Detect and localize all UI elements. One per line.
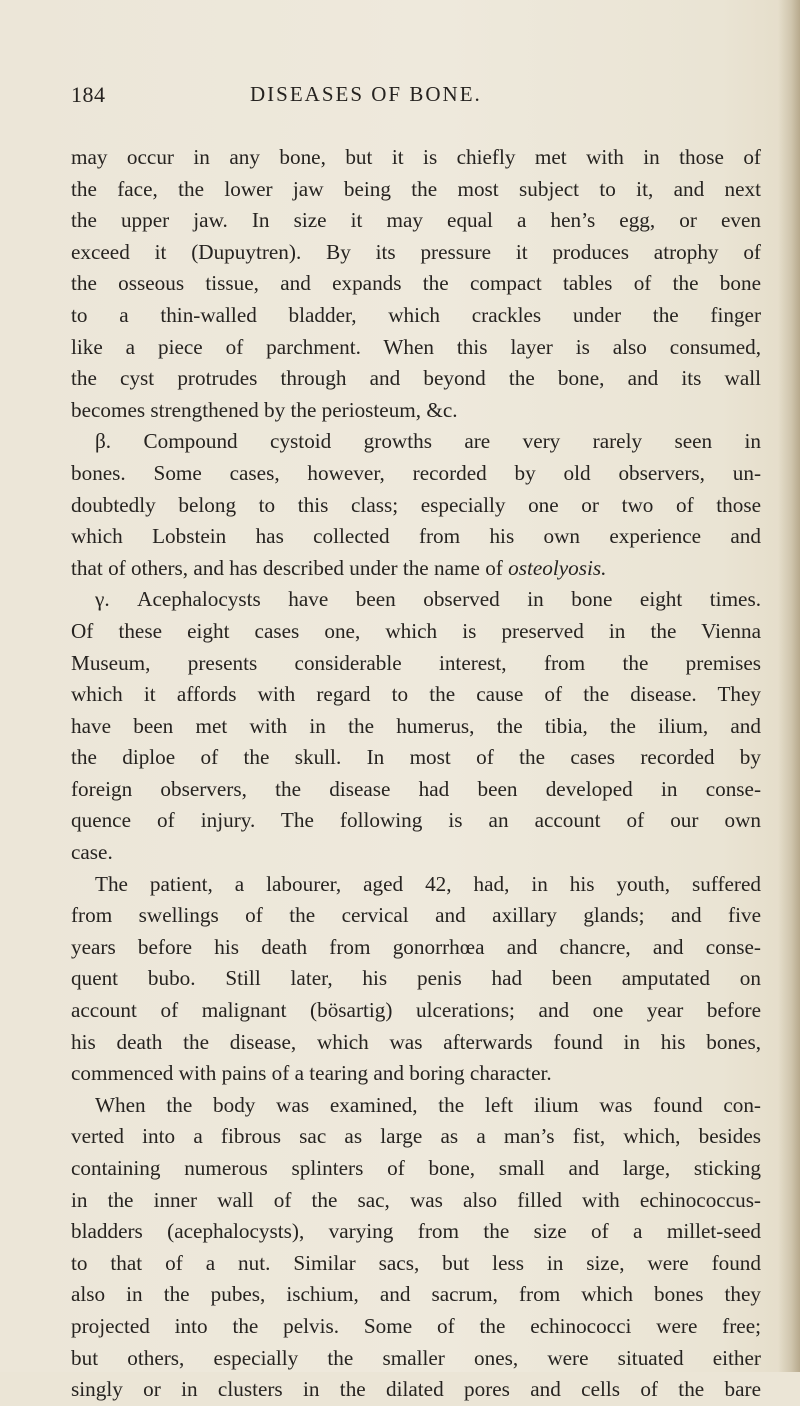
text-line: Of these eight cases one, which is preserved in the Vienna [71, 618, 761, 643]
text-line: projected into the pelvis. Some of the echinococci were free; [71, 1313, 761, 1338]
text-line: to that of a nut. Similar sacs, but less in size, were found [71, 1250, 761, 1275]
text-line: the osseous tissue, and expands the compact tables of the bone [71, 271, 761, 296]
text-line: the face, the lower jaw being the most subject to it, and next [71, 176, 761, 201]
text-line: the cyst protrudes through and beyond the bone, and its wall [71, 366, 761, 391]
page-header [0, 82, 800, 112]
text-line: The patient, a labourer, aged 42, had, in his youth, suffered [95, 871, 761, 896]
text-line: account of malignant (bösartig) ulcerations; and one year before [71, 998, 761, 1023]
text-line: have been met with in the humerus, the tibia, the ilium, and [71, 713, 761, 738]
text-line: singly or in clusters in the dilated pores and cells of the bare [71, 1377, 761, 1402]
text-line: from swellings of the cervical and axillary glands; and five [71, 903, 761, 928]
text-line: the upper jaw. In size it may equal a hen’s egg, or even [71, 208, 761, 233]
text-line: β. Compound cystoid growths are very rarely seen in [95, 429, 761, 454]
text-line: may occur in any bone, but it is chiefly met with in those of [71, 145, 761, 169]
running-title: DISEASES OF BONE. [250, 82, 482, 106]
text-line: γ. Acephalocysts have been observed in bone eight times. [95, 587, 761, 612]
text-line: containing numerous splinters of bone, small and large, sticking [71, 1156, 761, 1180]
text-line: foreign observers, the disease had been developed in conse- [71, 776, 761, 801]
text-line: which Lobstein has collected from his own experience and [71, 524, 761, 549]
text-line: case. [71, 840, 113, 865]
text-line: years before his death from gonorrhœa and chancre, and conse- [71, 934, 761, 959]
text-line: bones. Some cases, however, recorded by old observers, un- [71, 460, 761, 485]
text-line: also in the pubes, ischium, and sacrum, from which bones they [71, 1282, 761, 1307]
text-line: that of others, and has described under the name of osteolyosis. [71, 555, 607, 580]
text-line: bladders (acephalocysts), varying from the size of a millet-seed [71, 1219, 761, 1244]
text-line: to a thin-walled bladder, which crackles under the finger [71, 302, 761, 327]
text-line: quent bubo. Still later, his penis had been amputated on [71, 966, 761, 991]
text-line: When the body was examined, the left ilium was found con- [95, 1092, 761, 1117]
page-number: 184 [71, 82, 106, 107]
italic-term: osteolyosis. [508, 555, 607, 580]
body-text [71, 142, 761, 1406]
text-line: the diploe of the skull. In most of the cases recorded by [71, 745, 761, 770]
text-line: quence of injury. The following is an account of our own [71, 808, 761, 833]
text-line: like a piece of parchment. When this layer is also consumed, [71, 334, 761, 359]
text-line: which it affords with regard to the cause of the disease. They [71, 682, 761, 707]
page-edge-shadow [778, 0, 800, 1372]
text-line: in the inner wall of the sac, was also filled with echinococcus- [71, 1187, 761, 1212]
text-line: becomes strengthened by the periosteum, &c. [71, 397, 458, 422]
text-line: his death the disease, which was afterwards found in his bones, [71, 1029, 761, 1054]
text-line: commenced with pains of a tearing and boring character. [71, 1061, 552, 1086]
text-line: Museum, presents considerable interest, from the premises [71, 650, 761, 675]
text-line: but others, especially the smaller ones, were situated either [71, 1345, 761, 1370]
text-line: doubtedly belong to this class; especially one or two of those [71, 492, 761, 517]
text-line: verted into a fibrous sac as large as a man’s fist, which, besides [71, 1124, 761, 1149]
text-line: exceed it (Dupuytren). By its pressure it produces atrophy of [71, 239, 761, 264]
